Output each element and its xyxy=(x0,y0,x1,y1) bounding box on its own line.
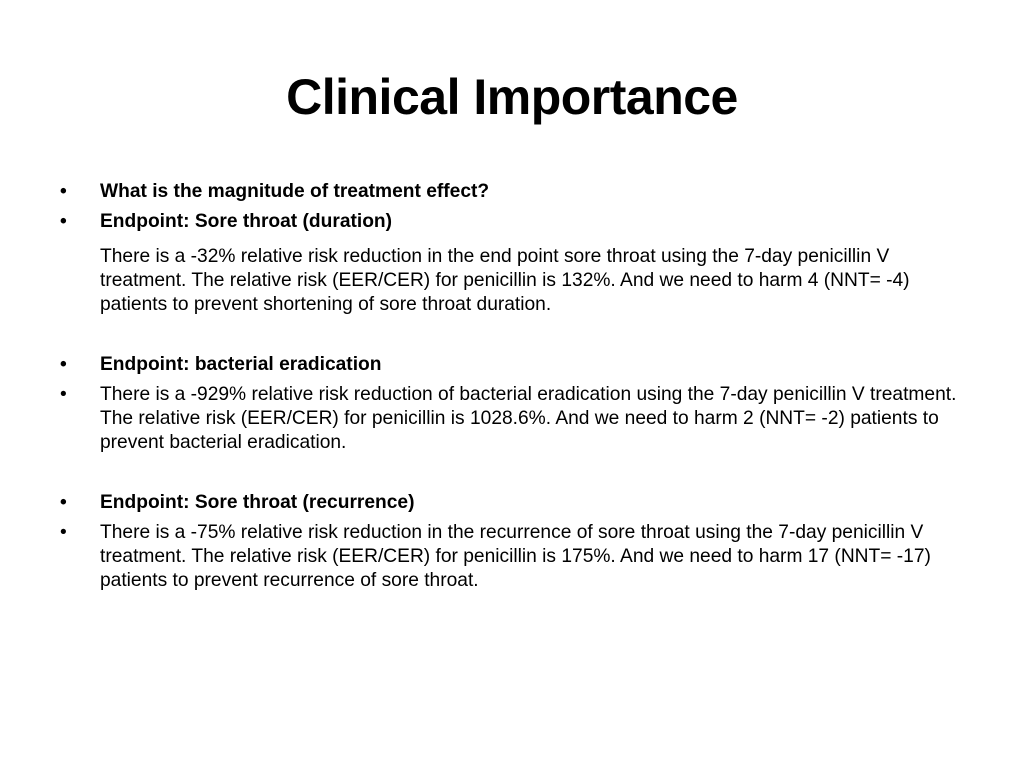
bullet-item-endpoint-duration xyxy=(60,210,970,234)
bullet-text: Endpoint: bacterial eradication xyxy=(100,354,382,375)
bullet-icon: • xyxy=(60,354,67,375)
paragraph-duration-result xyxy=(60,245,970,317)
slide-body xyxy=(60,180,970,593)
slide-title: Clinical Importance xyxy=(286,69,738,125)
bullet-icon: • xyxy=(60,181,67,202)
bullet-icon: • xyxy=(60,211,67,232)
bullet-text: There is a -929% relative risk reduction of bacterial eradication using the 7-day penicillin V treatment. The relative risk (EER/CER) for penicillin is 1028.6%. And we need to harm 2 (NNT= -2) patients to prevent bacterial eradication. xyxy=(100,384,957,453)
paragraph-text: There is a -32% relative risk reduction in the end point sore throat using the 7-day penicillin V treatment. The relative risk (EER/CER) for penicillin is 132%. And we need to harm 4 (NNT= -4) patients to prevent shortening of sore throat duration. xyxy=(100,246,910,315)
bullet-item-endpoint-recurrence xyxy=(60,491,970,515)
bullet-icon: • xyxy=(60,384,67,405)
bullet-item-magnitude xyxy=(60,180,970,204)
bullet-text: Endpoint: Sore throat (duration) xyxy=(100,211,393,232)
bullet-item-endpoint-eradication xyxy=(60,353,970,377)
bullet-text: What is the magnitude of treatment effect? xyxy=(100,181,490,202)
bullet-icon: • xyxy=(60,492,67,513)
bullet-item-eradication-result xyxy=(60,383,970,455)
bullet-icon: • xyxy=(60,522,67,543)
bullet-text: There is a -75% relative risk reduction in the recurrence of sore throat using the 7-day penicillin V treatment. The relative risk (EER/CER) for penicillin is 175%. And we need to harm 17 (NNT= -17) patients to prevent recurrence of sore throat. xyxy=(100,522,931,591)
bullet-item-recurrence-result xyxy=(60,521,970,593)
bullet-text: Endpoint: Sore throat (recurrence) xyxy=(100,492,415,513)
